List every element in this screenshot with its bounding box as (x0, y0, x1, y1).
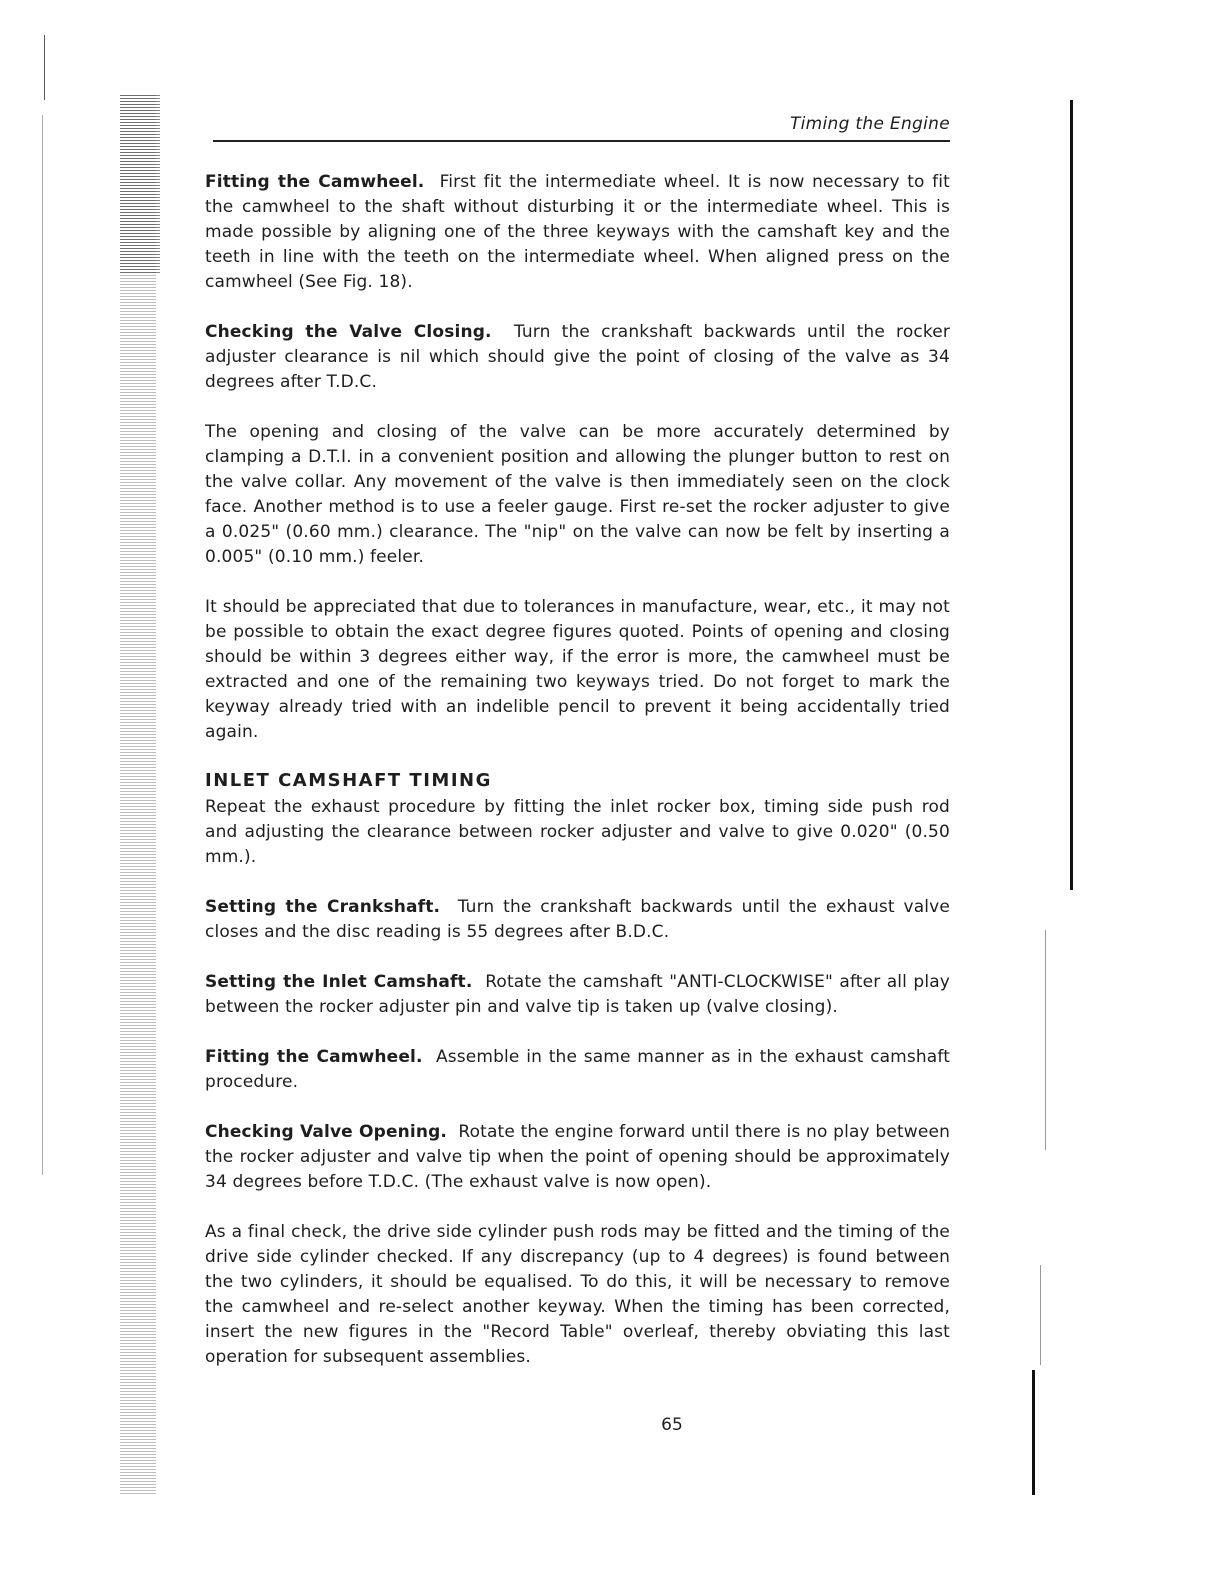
paragraph-dti: The opening and closing of the valve can be more accurately determined by clamping a D.T.I. in a convenient position and allowing the plunger button to rest on the valve collar. Any movement of the valve is then immediately seen on the clock face. Another method is to use a feeler gauge. First re-set the rocker adjuster to give a 0.025" (0.60 mm.) clearance. The "nip" on the valve can now be felt by inserting a 0.005" (0.10 mm.) feeler. (205, 422, 950, 567)
paragraph-exhaust-fitting (205, 170, 950, 295)
run-in-heading: Checking the Valve Closing. (205, 322, 492, 342)
run-in-heading: Fitting the Camwheel. (205, 1047, 423, 1067)
binding-edge-artifact (120, 95, 156, 1495)
paragraph-text: Rotate the camshaft "ANTI-CLOCKWISE" after all play between the rocker adjuster pin and valve tip is taken up (valve closing). (205, 972, 951, 1017)
paragraph-text: Turn the crankshaft backwards until the exhaust valve closes and the disc reading is 55 degrees after B.D.C. (205, 897, 950, 942)
paragraph-text: Assemble in the same manner as in the exhaust camshaft procedure. (205, 1047, 951, 1092)
run-in-heading: Fitting the Camwheel. (205, 172, 425, 192)
right-margin-line (1070, 100, 1073, 890)
run-in-heading: Checking Valve Opening. (205, 1122, 448, 1142)
header-rule (213, 140, 950, 142)
paragraph-tolerances: It should be appreciated that due to tolerances in manufacture, wear, etc., it may not be possible to obtain the exact degree figures quoted. Points of opening and closing should be within 3 degrees either way, if the error is more, the camwheel must be extracted and one of the remaining two keyways tried. Do not forget to mark the keyway already tried with an indelible pencil to prevent it being accidentally tried again. (205, 597, 950, 742)
paragraph-inlet-intro: Repeat the exhaust procedure by fitting the inlet rocker box, timing side push rod and adjusting the clearance between rocker adjuster and valve to give 0.020" (0.50 mm.). (205, 797, 950, 867)
paragraph-setting-crankshaft (205, 895, 950, 945)
left-margin-line (44, 35, 45, 100)
run-in-heading: Setting the Crankshaft. (205, 897, 441, 917)
paragraph-inlet-fitting (205, 1045, 950, 1095)
paragraph-inlet-checking (205, 1120, 950, 1195)
paragraph-text: First fit the intermediate wheel. It is now necessary to fit the camwheel to the shaft without disturbing it or the intermediate wheel. This is made possible by aligning one of the three keyways with the camshaft key and the teeth in line with the teeth on the intermediate wheel. When aligned press on the camwheel (See Fig. 18). (205, 172, 950, 292)
paragraph-final-check: As a final check, the drive side cylinder push rods may be fitted and the timing of the drive side cylinder checked. If any discrepancy (up to 4 degrees) is found between the two cylinders, it should be equalised. To do this, it will be necessary to remove the camwheel and re-select another keyway. When the timing has been corrected, insert the new figures in the "Record Table" overleaf, thereby obviating this last operation for subsequent assemblies. (205, 1222, 950, 1367)
page-number: 65 (661, 1415, 683, 1435)
run-in-heading: Setting the Inlet Camshaft. (205, 972, 473, 992)
right-margin-line (1040, 1265, 1041, 1365)
left-margin-line (42, 115, 43, 1175)
paragraph-text: Rotate the engine forward until there is no play between the rocker adjuster and valve tip when the point of opening should be approximately 34 degrees before T.D.C. (The exhaust valve is now open). (205, 1122, 950, 1192)
section-heading-inlet: INLET CAMSHAFT TIMING (205, 770, 492, 791)
paragraph-exhaust-checking (205, 320, 950, 395)
binding-edge-artifact-top (120, 95, 160, 275)
paragraph-setting-inlet (205, 970, 950, 1020)
right-margin-line (1045, 930, 1046, 1150)
page-content (205, 170, 950, 1395)
paragraph-text: Turn the crankshaft backwards until the rocker adjuster clearance is nil which should give the point of closing of the valve as 34 degrees after T.D.C. (205, 322, 951, 392)
page-header (205, 112, 950, 142)
running-title: Timing the Engine (789, 114, 950, 134)
